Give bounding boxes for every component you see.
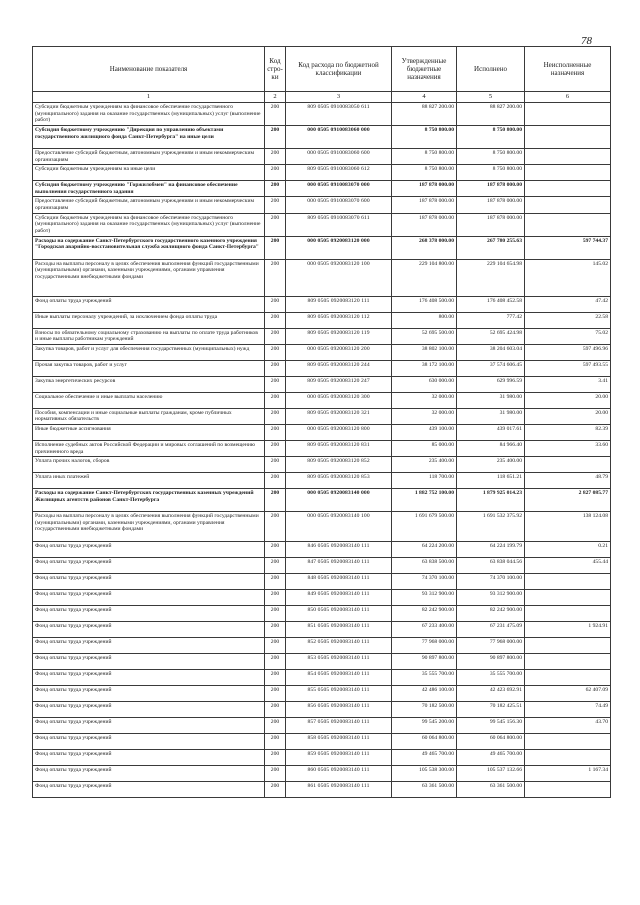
table-row <box>33 686 611 702</box>
row-name-cell: Закупка энергетических ресурсов <box>33 376 265 392</box>
table-row <box>33 638 611 654</box>
row-unexecuted-cell: 0.21 <box>525 542 611 558</box>
row-executed-cell: 187 878 000.00 <box>457 213 525 236</box>
table-row <box>33 654 611 670</box>
row-executed-cell: 187 878 000.00 <box>457 181 525 197</box>
row-name-cell: Субсидия бюджетному учреждению "Дирекция по управлению объектами государственного жилищного фонда Санкт-Петербурга" на иные цели <box>33 126 265 149</box>
row-line-code-cell: 200 <box>265 312 286 328</box>
row-expense-code-cell: 000 0505 0910083070 600 <box>286 197 392 213</box>
row-name-cell: Иные бюджетные ассигнования <box>33 424 265 440</box>
table-row <box>33 126 611 149</box>
row-executed-cell: 60 064 800.00 <box>457 734 525 750</box>
row-approved-cell: 8 750 800.00 <box>392 126 457 149</box>
table-row <box>33 558 611 574</box>
header-unexecuted: Неисполненные назначения <box>525 47 611 92</box>
row-name-cell: Субсидии бюджетным учреждениям на финансовое обеспечение государственного (муниципального) задания на оказание государственных (муниципальных) услуг (выполнение работ) <box>33 213 265 236</box>
row-unexecuted-cell: 62 407.09 <box>525 686 611 702</box>
table-row <box>33 766 611 782</box>
row-line-code-cell: 200 <box>265 473 286 489</box>
row-name-cell: Уплата иных платежей <box>33 473 265 489</box>
row-line-code-cell: 200 <box>265 702 286 718</box>
column-number: 2 <box>265 92 286 103</box>
row-unexecuted-cell <box>525 197 611 213</box>
row-executed-cell: 267 780 255.63 <box>457 236 525 259</box>
row-expense-code-cell: 809 0505 0920083120 321 <box>286 408 392 424</box>
row-line-code-cell: 200 <box>265 766 286 782</box>
row-approved-cell: 439 100.00 <box>392 424 457 440</box>
row-approved-cell: 8 750 800.00 <box>392 165 457 181</box>
row-line-code-cell: 200 <box>265 574 286 590</box>
row-name-cell: Фонд оплаты труда учреждений <box>33 590 265 606</box>
table-row <box>33 670 611 686</box>
row-approved-cell: 118 700.00 <box>392 473 457 489</box>
row-executed-cell: 84 966.40 <box>457 440 525 456</box>
row-name-cell: Фонд оплаты труда учреждений <box>33 296 265 312</box>
row-executed-cell: 35 555 700.00 <box>457 670 525 686</box>
row-unexecuted-cell <box>525 149 611 165</box>
row-unexecuted-cell: 3.41 <box>525 376 611 392</box>
row-expense-code-cell: 000 0505 0920083120 800 <box>286 424 392 440</box>
row-name-cell: Фонд оплаты труда учреждений <box>33 686 265 702</box>
row-unexecuted-cell: 33.60 <box>525 440 611 456</box>
table-row <box>33 103 611 126</box>
row-expense-code-cell: 847 0505 0920083140 111 <box>286 558 392 574</box>
row-line-code-cell: 200 <box>265 558 286 574</box>
row-expense-code-cell: 809 0505 0910083050 611 <box>286 103 392 126</box>
table-row <box>33 457 611 473</box>
row-executed-cell: 38 204 603.04 <box>457 344 525 360</box>
row-line-code-cell: 200 <box>265 259 286 296</box>
row-line-code-cell: 200 <box>265 512 286 542</box>
row-line-code-cell: 200 <box>265 149 286 165</box>
row-executed-cell: 8 750 800.00 <box>457 165 525 181</box>
table-row <box>33 440 611 456</box>
row-line-code-cell: 200 <box>265 126 286 149</box>
row-executed-cell: 70 182 425.51 <box>457 702 525 718</box>
row-expense-code-cell: 860 0505 0920083140 111 <box>286 766 392 782</box>
row-line-code-cell: 200 <box>265 360 286 376</box>
row-name-cell: Социальное обеспечение и иные выплаты населению <box>33 392 265 408</box>
table-row <box>33 197 611 213</box>
row-line-code-cell: 200 <box>265 622 286 638</box>
row-name-cell: Субсидии бюджетным учреждениям на иные цели <box>33 165 265 181</box>
row-name-cell: Взносы по обязательному социальному страхованию на выплаты по оплате труда работников и иные выплаты работникам учреждений <box>33 328 265 344</box>
row-unexecuted-cell: 20.00 <box>525 392 611 408</box>
table-row <box>33 702 611 718</box>
row-approved-cell: 99 545 200.00 <box>392 718 457 734</box>
row-approved-cell: 35 555 700.00 <box>392 670 457 686</box>
row-executed-cell: 74 370 100.00 <box>457 574 525 590</box>
row-approved-cell: 64 224 200.00 <box>392 542 457 558</box>
row-approved-cell: 187 878 000.00 <box>392 213 457 236</box>
row-unexecuted-cell <box>525 213 611 236</box>
row-name-cell: Предоставление субсидий бюджетным, автономным учреждениям и иным некоммерческим организациям <box>33 197 265 213</box>
header-name: Наименование показателя <box>33 47 265 92</box>
row-approved-cell: 74 370 100.00 <box>392 574 457 590</box>
table-row <box>33 606 611 622</box>
row-approved-cell: 176 408 500.00 <box>392 296 457 312</box>
row-executed-cell: 629 996.59 <box>457 376 525 392</box>
row-line-code-cell: 200 <box>265 638 286 654</box>
table-row <box>33 782 611 798</box>
row-line-code-cell: 200 <box>265 408 286 424</box>
row-name-cell: Фонд оплаты труда учреждений <box>33 542 265 558</box>
table-row <box>33 590 611 606</box>
row-approved-cell: 32 000.00 <box>392 408 457 424</box>
row-unexecuted-cell: 48.79 <box>525 473 611 489</box>
row-executed-cell: 439 017.61 <box>457 424 525 440</box>
row-executed-cell: 90 897 800.00 <box>457 654 525 670</box>
row-approved-cell: 38 802 100.00 <box>392 344 457 360</box>
table-row <box>33 542 611 558</box>
row-name-cell: Пособия, компенсации и иные социальные выплаты гражданам, кроме публичных нормативных обязательств <box>33 408 265 424</box>
row-approved-cell: 90 897 800.00 <box>392 654 457 670</box>
row-unexecuted-cell: 597 496.96 <box>525 344 611 360</box>
row-name-cell: Иные выплаты персоналу учреждений, за исключением фонда оплаты труда <box>33 312 265 328</box>
row-approved-cell: 235 400.00 <box>392 457 457 473</box>
row-approved-cell: 1 882 752 100.00 <box>392 489 457 512</box>
row-approved-cell: 93 312 900.00 <box>392 590 457 606</box>
row-name-cell: Прочая закупка товаров, работ и услуг <box>33 360 265 376</box>
row-approved-cell: 82 242 900.00 <box>392 606 457 622</box>
row-name-cell: Фонд оплаты труда учреждений <box>33 622 265 638</box>
row-executed-cell: 67 231 475.09 <box>457 622 525 638</box>
row-line-code-cell: 200 <box>265 782 286 798</box>
row-name-cell: Фонд оплаты труда учреждений <box>33 558 265 574</box>
row-line-code-cell: 200 <box>265 542 286 558</box>
row-approved-cell: 187 878 000.00 <box>392 197 457 213</box>
row-executed-cell: 1 879 925 014.23 <box>457 489 525 512</box>
row-unexecuted-cell: 75.02 <box>525 328 611 344</box>
row-unexecuted-cell <box>525 590 611 606</box>
row-unexecuted-cell <box>525 574 611 590</box>
table-row <box>33 489 611 512</box>
column-number: 4 <box>392 92 457 103</box>
row-unexecuted-cell: 597 744.37 <box>525 236 611 259</box>
column-number: 3 <box>286 92 392 103</box>
header-approved: Утвержденные бюджетные назначения <box>392 47 457 92</box>
row-line-code-cell: 200 <box>265 670 286 686</box>
row-line-code-cell: 200 <box>265 686 286 702</box>
row-approved-cell: 63 838 500.00 <box>392 558 457 574</box>
row-expense-code-cell: 000 0505 0920083120 300 <box>286 392 392 408</box>
row-executed-cell: 88 827 200.00 <box>457 103 525 126</box>
row-executed-cell: 77 968 000.00 <box>457 638 525 654</box>
row-executed-cell: 8 750 800.00 <box>457 126 525 149</box>
row-expense-code-cell: 809 0505 0920083120 111 <box>286 296 392 312</box>
row-approved-cell: 63 361 500.00 <box>392 782 457 798</box>
table-row <box>33 473 611 489</box>
row-expense-code-cell: 809 0505 0920083120 831 <box>286 440 392 456</box>
row-expense-code-cell: 861 0505 0920083140 111 <box>286 782 392 798</box>
row-expense-code-cell: 000 0505 0920083140 100 <box>286 512 392 542</box>
row-line-code-cell: 200 <box>265 734 286 750</box>
row-approved-cell: 52 695 500.00 <box>392 328 457 344</box>
row-line-code-cell: 200 <box>265 424 286 440</box>
row-expense-code-cell: 856 0505 0920083140 111 <box>286 702 392 718</box>
row-unexecuted-cell <box>525 126 611 149</box>
row-approved-cell: 187 878 000.00 <box>392 181 457 197</box>
row-approved-cell: 88 827 200.00 <box>392 103 457 126</box>
row-approved-cell: 67 233 400.00 <box>392 622 457 638</box>
row-unexecuted-cell: 22.58 <box>525 312 611 328</box>
row-line-code-cell: 200 <box>265 606 286 622</box>
table-body <box>33 92 611 798</box>
table-header-row <box>33 47 611 92</box>
row-unexecuted-cell: 1 924.91 <box>525 622 611 638</box>
row-executed-cell: 82 242 900.00 <box>457 606 525 622</box>
table-row <box>33 259 611 296</box>
header-line-code: Код стро-ки <box>265 47 286 92</box>
table-row <box>33 181 611 197</box>
row-unexecuted-cell <box>525 782 611 798</box>
row-unexecuted-cell <box>525 457 611 473</box>
row-unexecuted-cell <box>525 734 611 750</box>
row-line-code-cell: 200 <box>265 344 286 360</box>
row-unexecuted-cell: 43.70 <box>525 718 611 734</box>
row-approved-cell: 85 000.00 <box>392 440 457 456</box>
row-name-cell: Уплата прочих налогов, сборов <box>33 457 265 473</box>
row-line-code-cell: 200 <box>265 457 286 473</box>
row-expense-code-cell: 850 0505 0920083140 111 <box>286 606 392 622</box>
table-row <box>33 424 611 440</box>
row-expense-code-cell: 852 0505 0920083140 111 <box>286 638 392 654</box>
row-executed-cell: 63 838 044.56 <box>457 558 525 574</box>
row-approved-cell: 77 968 000.00 <box>392 638 457 654</box>
row-executed-cell: 105 537 132.66 <box>457 766 525 782</box>
row-expense-code-cell: 000 0505 0910083070 000 <box>286 181 392 197</box>
row-executed-cell: 777.42 <box>457 312 525 328</box>
table-row <box>33 574 611 590</box>
row-expense-code-cell: 859 0505 0920083140 111 <box>286 750 392 766</box>
row-unexecuted-cell <box>525 750 611 766</box>
row-expense-code-cell: 851 0505 0920083140 111 <box>286 622 392 638</box>
row-line-code-cell: 200 <box>265 165 286 181</box>
row-approved-cell: 229 104 800.00 <box>392 259 457 296</box>
row-expense-code-cell: 858 0505 0920083140 111 <box>286 734 392 750</box>
row-name-cell: Фонд оплаты труда учреждений <box>33 766 265 782</box>
column-number: 1 <box>33 92 265 103</box>
row-expense-code-cell: 000 0505 0920083140 000 <box>286 489 392 512</box>
row-expense-code-cell: 848 0505 0920083140 111 <box>286 574 392 590</box>
row-name-cell: Расходы на выплаты персоналу в целях обеспечения выполнения функций государственными (муниципальными) органами, казенными учреждениями, органами управления государственными внебюджетными фондами <box>33 512 265 542</box>
row-unexecuted-cell <box>525 103 611 126</box>
table-row <box>33 392 611 408</box>
row-expense-code-cell: 809 0505 0920083120 112 <box>286 312 392 328</box>
row-name-cell: Фонд оплаты труда учреждений <box>33 654 265 670</box>
row-executed-cell: 235 400.00 <box>457 457 525 473</box>
row-line-code-cell: 200 <box>265 296 286 312</box>
header-executed: Исполнено <box>457 47 525 92</box>
row-unexecuted-cell: 2 827 085.77 <box>525 489 611 512</box>
row-expense-code-cell: 809 0505 0910083070 611 <box>286 213 392 236</box>
row-unexecuted-cell <box>525 654 611 670</box>
row-executed-cell: 37 574 606.45 <box>457 360 525 376</box>
row-expense-code-cell: 809 0505 0920083120 247 <box>286 376 392 392</box>
row-approved-cell: 42 486 100.00 <box>392 686 457 702</box>
row-executed-cell: 63 361 500.00 <box>457 782 525 798</box>
row-line-code-cell: 200 <box>265 654 286 670</box>
row-name-cell: Исполнение судебных актов Российской Федерации и мировых соглашений по возмещению причиненного вреда <box>33 440 265 456</box>
row-approved-cell: 268 378 000.00 <box>392 236 457 259</box>
row-expense-code-cell: 809 0505 0910083060 612 <box>286 165 392 181</box>
row-executed-cell: 49 465 700.00 <box>457 750 525 766</box>
row-executed-cell: 42 423 692.91 <box>457 686 525 702</box>
table-row <box>33 344 611 360</box>
row-expense-code-cell: 855 0505 0920083140 111 <box>286 686 392 702</box>
row-unexecuted-cell: 145.02 <box>525 259 611 296</box>
row-expense-code-cell: 853 0505 0920083140 111 <box>286 654 392 670</box>
column-number-row <box>33 92 611 103</box>
row-expense-code-cell: 809 0505 0920083120 119 <box>286 328 392 344</box>
table-row <box>33 312 611 328</box>
row-approved-cell: 105 538 300.00 <box>392 766 457 782</box>
row-line-code-cell: 200 <box>265 440 286 456</box>
row-name-cell: Фонд оплаты труда учреждений <box>33 670 265 686</box>
table-row <box>33 213 611 236</box>
table-row <box>33 165 611 181</box>
table-row <box>33 512 611 542</box>
table-row <box>33 408 611 424</box>
row-executed-cell: 229 104 654.98 <box>457 259 525 296</box>
row-name-cell: Фонд оплаты труда учреждений <box>33 750 265 766</box>
row-approved-cell: 32 000.00 <box>392 392 457 408</box>
row-expense-code-cell: 809 0505 0920083120 853 <box>286 473 392 489</box>
row-expense-code-cell: 809 0505 0920083120 852 <box>286 457 392 473</box>
column-number: 6 <box>525 92 611 103</box>
table-row <box>33 734 611 750</box>
row-line-code-cell: 200 <box>265 213 286 236</box>
row-executed-cell: 187 878 000.00 <box>457 197 525 213</box>
row-executed-cell: 176 408 452.58 <box>457 296 525 312</box>
row-executed-cell: 31 980.00 <box>457 408 525 424</box>
row-line-code-cell: 200 <box>265 236 286 259</box>
row-executed-cell: 99 545 156.30 <box>457 718 525 734</box>
row-name-cell: Фонд оплаты труда учреждений <box>33 782 265 798</box>
row-name-cell: Субсидия бюджетному учреждению "Горжилобмен" на финансовое обеспечение выполнения государственного задания <box>33 181 265 197</box>
row-unexecuted-cell: 20.00 <box>525 408 611 424</box>
row-line-code-cell: 200 <box>265 590 286 606</box>
row-executed-cell: 31 980.00 <box>457 392 525 408</box>
row-unexecuted-cell <box>525 606 611 622</box>
row-name-cell: Фонд оплаты труда учреждений <box>33 638 265 654</box>
row-unexecuted-cell <box>525 165 611 181</box>
row-executed-cell: 8 750 800.00 <box>457 149 525 165</box>
row-name-cell: Расходы на содержание Санкт-Петербургского государственного казенного учреждения "Городская аварийно-восстановительная служба жилищного фонда Санкт-Петербурга" <box>33 236 265 259</box>
row-expense-code-cell: 857 0505 0920083140 111 <box>286 718 392 734</box>
row-unexecuted-cell <box>525 638 611 654</box>
row-line-code-cell: 200 <box>265 489 286 512</box>
row-expense-code-cell: 854 0505 0920083140 111 <box>286 670 392 686</box>
row-executed-cell: 93 312 900.00 <box>457 590 525 606</box>
row-unexecuted-cell <box>525 670 611 686</box>
table-row <box>33 718 611 734</box>
row-approved-cell: 800.00 <box>392 312 457 328</box>
row-line-code-cell: 200 <box>265 750 286 766</box>
row-executed-cell: 52 695 424.98 <box>457 328 525 344</box>
row-line-code-cell: 200 <box>265 392 286 408</box>
row-line-code-cell: 200 <box>265 718 286 734</box>
row-expense-code-cell: 000 0505 0920083120 200 <box>286 344 392 360</box>
row-unexecuted-cell: 138 124.08 <box>525 512 611 542</box>
row-name-cell: Фонд оплаты труда учреждений <box>33 574 265 590</box>
row-approved-cell: 38 172 100.00 <box>392 360 457 376</box>
table-row <box>33 622 611 638</box>
row-line-code-cell: 200 <box>265 103 286 126</box>
row-unexecuted-cell: 47.42 <box>525 296 611 312</box>
row-unexecuted-cell: 455.44 <box>525 558 611 574</box>
row-line-code-cell: 200 <box>265 376 286 392</box>
table-row <box>33 296 611 312</box>
row-expense-code-cell: 846 0505 0920083140 111 <box>286 542 392 558</box>
row-executed-cell: 118 651.21 <box>457 473 525 489</box>
row-name-cell: Предоставление субсидий бюджетным, автономным учреждениям и иным некоммерческим организациям <box>33 149 265 165</box>
table-row <box>33 750 611 766</box>
row-unexecuted-cell: 82.39 <box>525 424 611 440</box>
row-approved-cell: 8 750 800.00 <box>392 149 457 165</box>
row-approved-cell: 49 465 700.00 <box>392 750 457 766</box>
row-unexecuted-cell: 74.49 <box>525 702 611 718</box>
row-name-cell: Фонд оплаты труда учреждений <box>33 606 265 622</box>
table-row <box>33 360 611 376</box>
row-expense-code-cell: 849 0505 0920083140 111 <box>286 590 392 606</box>
row-expense-code-cell: 809 0505 0920083120 244 <box>286 360 392 376</box>
page-number: 78 <box>581 35 592 47</box>
row-unexecuted-cell: 1 167.34 <box>525 766 611 782</box>
row-expense-code-cell: 000 0505 0920083120 100 <box>286 259 392 296</box>
table-row <box>33 376 611 392</box>
row-approved-cell: 1 691 679 500.00 <box>392 512 457 542</box>
row-expense-code-cell: 000 0505 0910083060 000 <box>286 126 392 149</box>
table-row <box>33 236 611 259</box>
row-approved-cell: 630 000.00 <box>392 376 457 392</box>
row-name-cell: Фонд оплаты труда учреждений <box>33 702 265 718</box>
row-name-cell: Закупка товаров, работ и услуг для обеспечения государственных (муниципальных) нужд <box>33 344 265 360</box>
row-expense-code-cell: 000 0505 0910083060 600 <box>286 149 392 165</box>
row-executed-cell: 1 691 532 375.92 <box>457 512 525 542</box>
row-name-cell: Фонд оплаты труда учреждений <box>33 734 265 750</box>
row-executed-cell: 64 224 199.79 <box>457 542 525 558</box>
row-name-cell: Расходы на выплаты персоналу в целях обеспечения выполнения функций государственными (муниципальными) органами, казенными учреждениями, органами управления государственными внебюджетными фондами <box>33 259 265 296</box>
row-approved-cell: 60 064 800.00 <box>392 734 457 750</box>
table-row <box>33 328 611 344</box>
row-expense-code-cell: 000 0505 0920083120 000 <box>286 236 392 259</box>
row-name-cell: Расходы на содержание Санкт-Петербургских государственных казенных учреждений Жилищных агентств районов Санкт-Петербурга <box>33 489 265 512</box>
row-approved-cell: 70 182 500.00 <box>392 702 457 718</box>
row-name-cell: Субсидии бюджетным учреждениям на финансовое обеспечение государственного (муниципального) задания на оказание государственных (муниципальных) услуг (выполнение работ) <box>33 103 265 126</box>
table-row <box>33 149 611 165</box>
budget-execution-table <box>32 46 611 798</box>
row-line-code-cell: 200 <box>265 197 286 213</box>
column-number: 5 <box>457 92 525 103</box>
row-line-code-cell: 200 <box>265 328 286 344</box>
row-line-code-cell: 200 <box>265 181 286 197</box>
row-unexecuted-cell: 597 493.55 <box>525 360 611 376</box>
row-unexecuted-cell <box>525 181 611 197</box>
row-name-cell: Фонд оплаты труда учреждений <box>33 718 265 734</box>
header-expense-code: Код расхода по бюджетной классификации <box>286 47 392 92</box>
